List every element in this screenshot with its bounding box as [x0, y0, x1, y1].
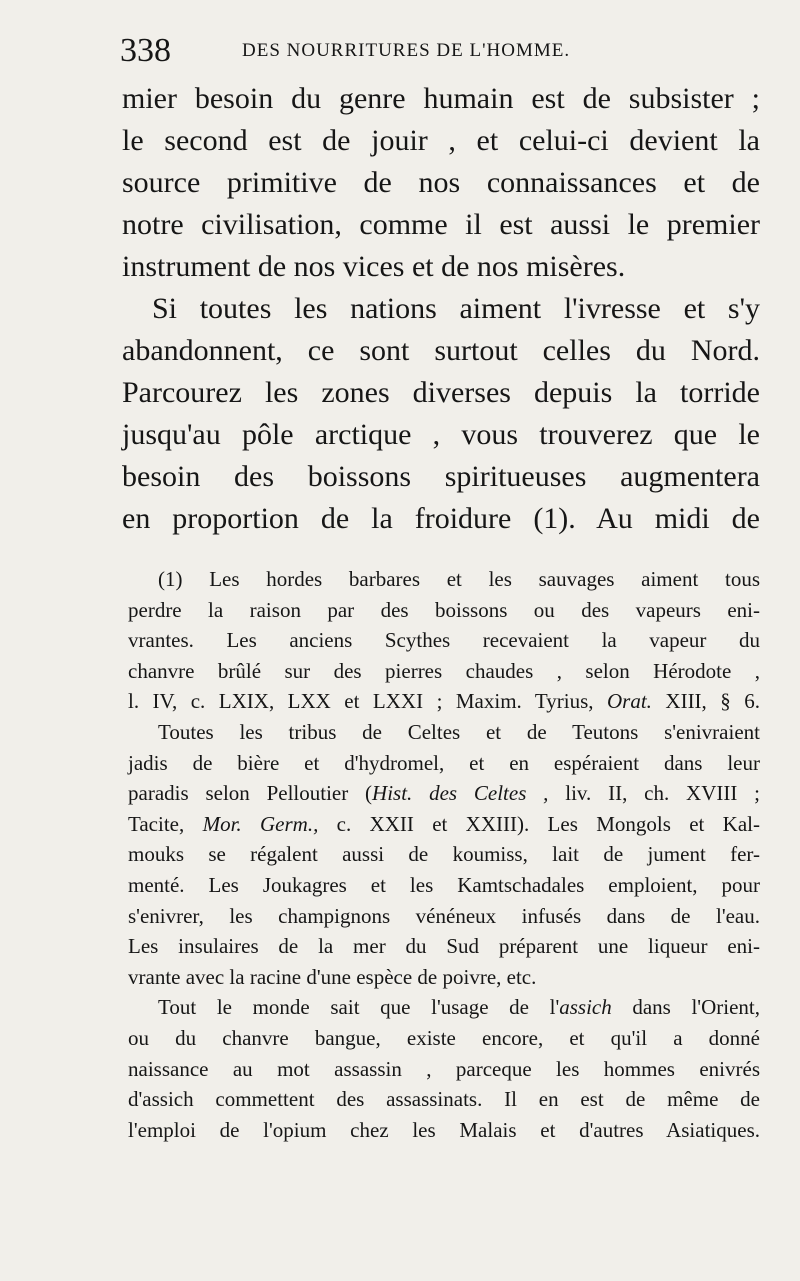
text-line: instrument de nos vices et de nos misères. — [122, 250, 626, 283]
text-line: besoin des boissons spiritueuses augmentera — [122, 460, 760, 493]
footnote-line: l'emploi de l'opium chez les Malais et d'autres Asiatiques. — [128, 1117, 760, 1142]
text-line: en proportion de la froidure (1). Au midi de — [122, 502, 760, 535]
footnote-segment: Tacite, — [128, 811, 185, 836]
footnote-italic: Orat. — [606, 689, 652, 714]
text-line: abandonnent, ce sont surtout celles du Nord. — [122, 334, 760, 367]
footnote-line: vrantes. Les anciens Scythes recevaient la vapeur du — [128, 628, 760, 653]
footnote-line: Toutes les tribus de Celtes et de Teutons s'enivraient — [158, 719, 760, 744]
footnote-italic: Hist. des Celtes , — [372, 781, 549, 806]
footnote-line: d'assich commettent des assassinats. Il en est de même de — [128, 1087, 760, 1112]
footnote-italic: Mor. Germ., — [202, 811, 319, 836]
footnote-segment: Tout le monde sait que l'usage de l' — [158, 995, 560, 1020]
footnote-line — [128, 686, 760, 717]
footnote-line: chanvre brûlé sur des pierres chaudes , selon Hérodote , — [128, 658, 760, 683]
footnote-segment: XIII, § 6. — [665, 689, 761, 714]
footnote-segment: liv. II, ch. XVIII ; — [565, 781, 760, 806]
footnote-line: naissance au mot assassin , parceque les hommes enivrés — [128, 1056, 760, 1081]
page-number: 338 — [120, 32, 171, 69]
footnote-line — [128, 809, 760, 840]
footnote-segment: paradis selon Pelloutier ( — [128, 781, 373, 806]
text-line: Si toutes les nations aiment l'ivresse et s'y — [152, 292, 760, 325]
footnote-line: menté. Les Joukagres et les Kamtschadales emploient, pour — [128, 872, 760, 897]
footnote-line: mouks se régalent aussi de koumiss, lait de jument fer- — [128, 842, 760, 867]
text-line: Parcourez les zones diverses depuis la torride — [122, 376, 760, 409]
text-line: jusqu'au pôle arctique , vous trouverez que le — [122, 418, 760, 451]
footnote-line: ou du chanvre bangue, existe encore, et qu'il a donné — [128, 1025, 760, 1050]
footnote-line: vrante avec la racine d'une espèce de poivre, etc. — [128, 964, 537, 989]
footnote-line: Les insulaires de la mer du Sud préparent une liqueur eni- — [128, 934, 760, 959]
footnote-segment: c. XXII et XXIII). Les Mongols et Kal- — [336, 811, 760, 836]
text-line: mier besoin du genre humain est de subsister ; — [122, 82, 760, 115]
footnote-line — [128, 778, 760, 809]
text-line: le second est de jouir , et celui-ci devient la — [122, 124, 760, 157]
footnote-line: s'enivrer, les champignons vénéneux infusés dans de l'eau. — [128, 903, 760, 928]
footnote-line: (1) Les hordes barbares et les sauvages aiment tous — [158, 567, 760, 591]
running-head: DES NOURRITURES DE L'HOMME. — [242, 40, 571, 61]
footnote-line — [128, 992, 760, 1023]
footnote — [128, 564, 760, 1145]
footnote-line: jadis de bière et d'hydromel, et en espéraient dans leur — [128, 750, 760, 775]
footnote-segment: l. IV, c. LXIX, LXX et LXXI ; Maxim. Tyrius, — [128, 689, 594, 714]
text-line: source primitive de nos connaissances et de — [122, 166, 760, 199]
footnote-segment: dans l'Orient, — [632, 995, 760, 1020]
footnote-italic: assich — [559, 995, 612, 1020]
page-header — [120, 34, 760, 74]
main-text — [122, 78, 760, 540]
text-line: notre civilisation, comme il est aussi le premier — [122, 208, 760, 241]
footnote-line: perdre la raison par des boissons ou des vapeurs eni- — [128, 597, 760, 622]
